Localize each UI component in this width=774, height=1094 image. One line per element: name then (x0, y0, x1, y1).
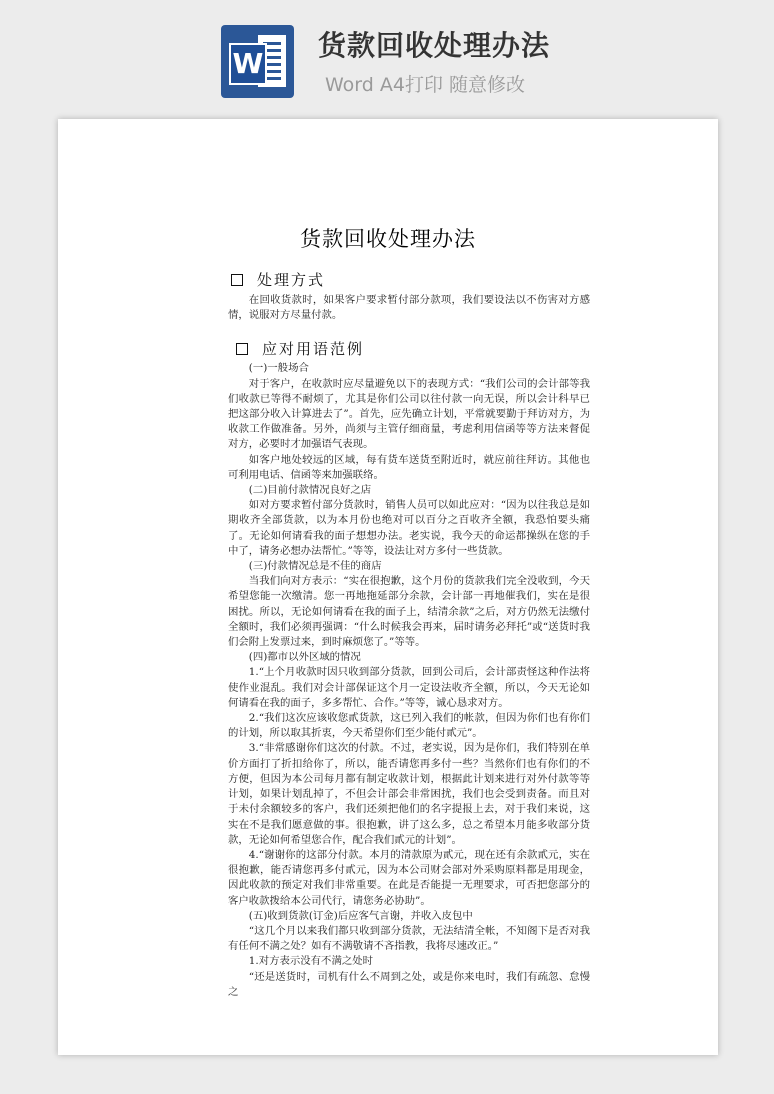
section-heading-label: 应对用语范例 (262, 340, 365, 359)
section-body (58, 361, 718, 1000)
section-heading (236, 338, 718, 359)
paragraph: 在回收货款时，如果客户要求暂付部分款项，我们要设法以不伤害对方感情，说服对方尽量付款。 (228, 294, 590, 322)
section-heading (231, 269, 718, 290)
checkbox-icon (236, 343, 248, 355)
paragraph: 当我们向对方表示：“实在很抱歉，这个月份的货款我们完全没收到，今天希望您能一次缴清。您一再地拖延部分余款，会计部一再地催我们，实在是很困扰。所以，无论如何请看在我的面子上，结清余款”之后，对方仍然无法缴付全额时，我们必须再强调：“什么时候我会再来，届时请务必拜托”或“送货时我们会附上发票过来，到时麻烦您了。”等等。 (228, 575, 590, 649)
paragraph: 4.“谢谢你的这部分付款。本月的清款原为貳元，现在还有余款貳元，实在很抱歉，能否请您再多付貳元，因为本公司财会部对外采购原料都是用现金，因此收款的预定对我们非常重要。在此是否能提一无理要求，可否把您部分的客户收款拨给本公司代行，请您务必协助”。 (228, 848, 590, 907)
banner-subtitle: Word A4打印 随意修改 (325, 74, 526, 96)
paragraph: “还是送货时，司机有什么不周到之处，或是你来电时，我们有疏忽、怠慢之 (228, 970, 590, 998)
section-heading-label: 处理方式 (257, 271, 326, 289)
checkbox-icon (231, 274, 243, 286)
paragraph: 2.“我们这次应该收您貳货款，这已列入我们的帐款，但因为你们也有你们的计划，所以取其折衷，今天希望你们至少能付貳元”。 (228, 712, 590, 740)
paragraph: (五)收到货款(订金)后应客气言谢，并收入皮包中 (248, 909, 473, 922)
paragraph: 对于客户，在收款时应尽量避免以下的表现方式：“我们公司的会计部等我们收款已等得不耐烦了，尤其是你们公司以往付款一向无误，所以会计科早已把这部分收入计算进去了”。首先，应先确立计划，平常就要勤于拜访对方，为收款工作做准备。另外，尚须与主管仔细商量，考虑利用信函等等方法来督促对方，必要时才加强语气表现。 (228, 377, 590, 451)
paragraph: 3.“非常感谢你们这次的付款。不过，老实说，因为是你们，我们特别在单价方面打了折扣给你了，所以，能否请您再多付一些？当然你们也有你们的不方便，但因为本公司每月都有制定收款计划，根据此计划来进行对外付款等等计划，如果计划乱掉了，不但会计部会非常困扰，我们也会受到责备。而且对于未付余额较多的客户，我们还须把他们的名字提报上去，对于我们来说，这实在不是我们愿意做的事。很抱歉，讲了这么多，总之希望本月能多收部分货款，无论如何希望您合作，配合我们貳元的计划”。 (228, 742, 590, 846)
logo-letter: W (229, 43, 267, 85)
paragraph: 1.对方表示没有不满之处时 (248, 955, 374, 968)
document-title: 货款回收处理办法 (300, 227, 476, 251)
paragraph: 1.“上个月收款时因只收到部分货款，回到公司后，会计部责怪这种作法将使作业混乱。我们对会计部保证这个月一定设法收齐全额，所以，今天无论如何请看在我的面子，多多帮忙、合作。”等等，诚心恳求对方。 (228, 666, 590, 709)
banner-title: 货款回收处理办法 (318, 29, 551, 62)
banner (0, 0, 774, 108)
paragraph: (一)一般场合 (248, 362, 309, 375)
paragraph: 如对方要求暂付部分货款时，销售人员可以如此应对：“因为以往我总是如期收齐全部货款，以为本月份也绝对可以百分之百收齐全额，我恐怕要头痛了。无论如何请看我的面子想想办法。老实说，我今天的命运都操纵在您的手中了，请务必想办法帮忙。”等等，设法让对方多付一些货款。 (228, 499, 590, 557)
section-body (58, 293, 718, 323)
word-logo-icon (221, 25, 294, 98)
document-page (58, 119, 718, 1055)
paragraph: “这几个月以来我们都只收到部分货款，无法结清全帐，不知阁下是否对我有任何不满之处？如有不满敬请不吝指教，我将尽速改正。” (228, 924, 590, 953)
paragraph: (三)付款情况总是不佳的商店 (248, 560, 382, 573)
paragraph: (二)目前付款情况良好之店 (248, 484, 372, 497)
paragraph: (四)都市以外区域的情况 (248, 651, 361, 664)
paragraph: 如客户地处较远的区域，每有货车送货至附近时，就应前往拜访。其他也可利用电话、信函等来加强联络。 (228, 453, 590, 481)
